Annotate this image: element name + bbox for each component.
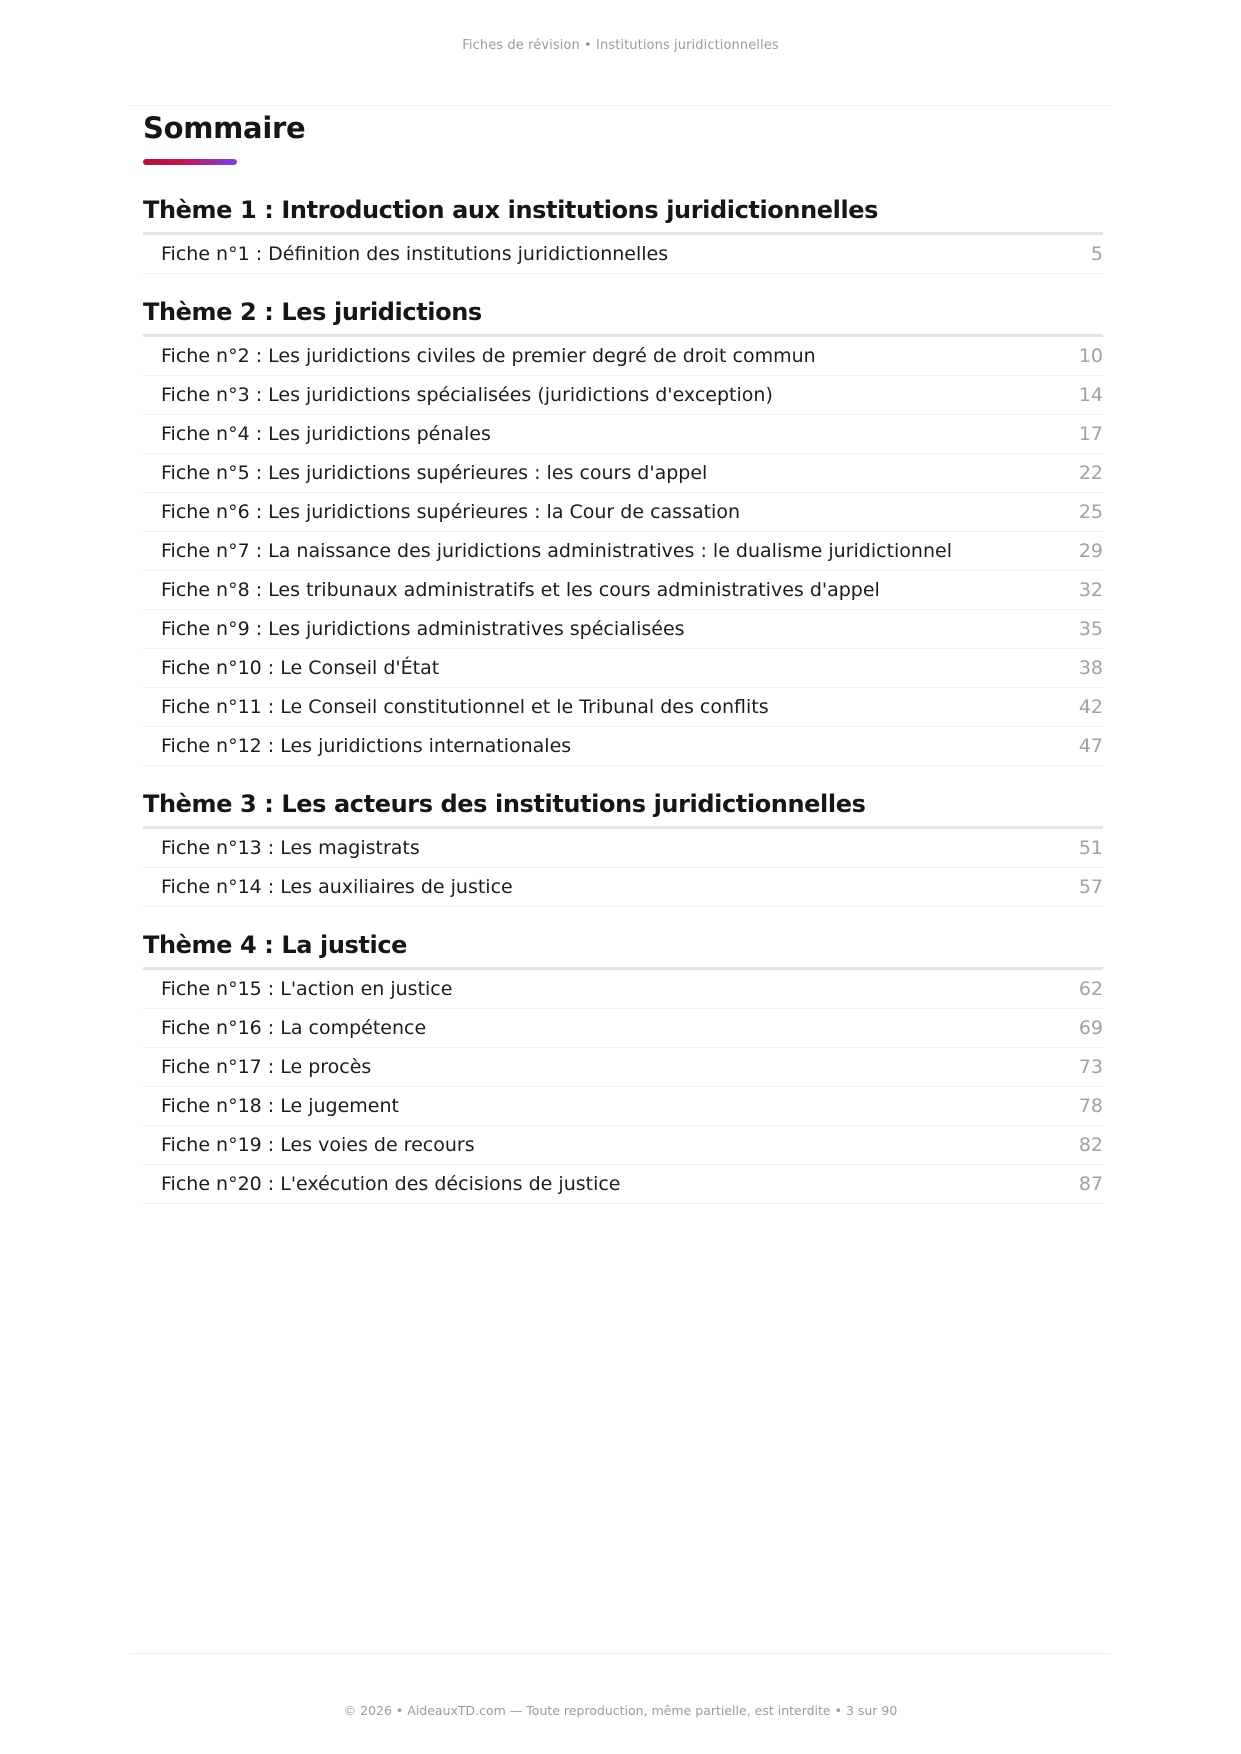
- toc-entry-label: Fiche n°19 : Les voies de recours: [161, 1134, 475, 1156]
- toc-entry[interactable]: [143, 868, 1103, 907]
- toc-entry-label: Fiche n°10 : Le Conseil d'État: [161, 657, 440, 679]
- toc-entry[interactable]: [143, 415, 1103, 454]
- toc-entry-page-number: 22: [1078, 462, 1103, 484]
- theme-heading: Thème 4 : La justice: [143, 923, 1103, 970]
- toc-entry[interactable]: [143, 1126, 1103, 1165]
- toc-entry-label: Fiche n°1 : Définition des institutions juridictionnelles: [161, 243, 669, 265]
- toc-entry-page-number: 25: [1078, 501, 1103, 523]
- theme-section: [143, 782, 1103, 907]
- toc-entry[interactable]: [143, 649, 1103, 688]
- toc-entry[interactable]: [143, 454, 1103, 493]
- toc-entry-label: Fiche n°5 : Les juridictions supérieures : les cours d'appel: [161, 462, 708, 484]
- toc-entry[interactable]: [143, 1087, 1103, 1126]
- running-header: Fiches de révision • Institutions juridictionnelles: [462, 38, 779, 53]
- theme-section: [143, 923, 1103, 1204]
- toc-entry[interactable]: [143, 1165, 1103, 1204]
- toc-entry[interactable]: [143, 1048, 1103, 1087]
- toc-entry-page-number: 17: [1078, 423, 1103, 445]
- toc-entry-label: Fiche n°8 : Les tribunaux administratifs et les cours administratives d'appel: [161, 579, 880, 601]
- page-footer: © 2026 • AideauxTD.com — Toute reproduction, même partielle, est interdite • 3 sur 90: [343, 1703, 898, 1718]
- theme-heading: Thème 3 : Les acteurs des institutions juridictionnelles: [143, 782, 1103, 829]
- toc-entry-label: Fiche n°17 : Le procès: [161, 1056, 372, 1078]
- theme-heading: Thème 2 : Les juridictions: [143, 290, 1103, 337]
- toc-entry-label: Fiche n°20 : L'exécution des décisions de justice: [161, 1173, 621, 1195]
- toc-entry-label: Fiche n°9 : Les juridictions administratives spécialisées: [161, 618, 685, 640]
- toc-entry-label: Fiche n°11 : Le Conseil constitutionnel et le Tribunal des conflits: [161, 696, 769, 718]
- toc-entry[interactable]: [143, 532, 1103, 571]
- toc-entry[interactable]: [143, 610, 1103, 649]
- toc-entry[interactable]: [143, 727, 1103, 766]
- toc-entry[interactable]: [143, 688, 1103, 727]
- toc-entry[interactable]: [143, 493, 1103, 532]
- toc-entry-page-number: 69: [1078, 1017, 1103, 1039]
- toc-entry-label: Fiche n°4 : Les juridictions pénales: [161, 423, 491, 445]
- toc-entry-label: Fiche n°12 : Les juridictions internationales: [161, 735, 572, 757]
- toc-entry[interactable]: [143, 829, 1103, 868]
- toc-entry[interactable]: [143, 571, 1103, 610]
- footer-divider: [129, 1653, 1111, 1654]
- header-divider: [129, 105, 1111, 106]
- theme-section: [143, 188, 1103, 274]
- toc-entry-page-number: 42: [1078, 696, 1103, 718]
- toc-entry-label: Fiche n°13 : Les magistrats: [161, 837, 420, 859]
- toc-entry[interactable]: [143, 337, 1103, 376]
- toc-entry-page-number: 38: [1078, 657, 1103, 679]
- toc-entry-page-number: 47: [1078, 735, 1103, 757]
- toc-entry-page-number: 5: [1090, 243, 1103, 265]
- themes-list: [143, 188, 1103, 1204]
- toc-entry-label: Fiche n°14 : Les auxiliaires de justice: [161, 876, 513, 898]
- toc-entry-label: Fiche n°7 : La naissance des juridictions administratives : le dualisme juridictionnel: [161, 540, 952, 562]
- toc-entry-label: Fiche n°2 : Les juridictions civiles de premier degré de droit commun: [161, 345, 816, 367]
- toc-entry-page-number: 87: [1078, 1173, 1103, 1195]
- toc-entry-label: Fiche n°6 : Les juridictions supérieures : la Cour de cassation: [161, 501, 740, 523]
- theme-section: [143, 290, 1103, 766]
- toc-entry-page-number: 78: [1078, 1095, 1103, 1117]
- toc-entry-page-number: 35: [1078, 618, 1103, 640]
- toc-entry-page-number: 10: [1078, 345, 1103, 367]
- toc-entry[interactable]: [143, 235, 1103, 274]
- page-title: Sommaire: [143, 111, 306, 145]
- theme-heading: Thème 1 : Introduction aux institutions juridictionnelles: [143, 188, 1103, 235]
- toc-entry-page-number: 51: [1078, 837, 1103, 859]
- toc-entry-page-number: 82: [1078, 1134, 1103, 1156]
- toc-entry-page-number: 14: [1078, 384, 1103, 406]
- toc-entry-label: Fiche n°15 : L'action en justice: [161, 978, 453, 1000]
- toc-entry-page-number: 32: [1078, 579, 1103, 601]
- toc-entry-label: Fiche n°18 : Le jugement: [161, 1095, 399, 1117]
- toc-entry[interactable]: [143, 376, 1103, 415]
- toc-entry[interactable]: [143, 1009, 1103, 1048]
- toc-entry-page-number: 73: [1078, 1056, 1103, 1078]
- table-of-contents: [143, 110, 1103, 1204]
- toc-entry-page-number: 62: [1078, 978, 1103, 1000]
- toc-entry[interactable]: [143, 970, 1103, 1009]
- toc-entry-label: Fiche n°16 : La compétence: [161, 1017, 427, 1039]
- toc-entry-page-number: 29: [1078, 540, 1103, 562]
- toc-entry-label: Fiche n°3 : Les juridictions spécialisées (juridictions d'exception): [161, 384, 773, 406]
- title-accent-bar: [143, 159, 237, 165]
- toc-entry-page-number: 57: [1078, 876, 1103, 898]
